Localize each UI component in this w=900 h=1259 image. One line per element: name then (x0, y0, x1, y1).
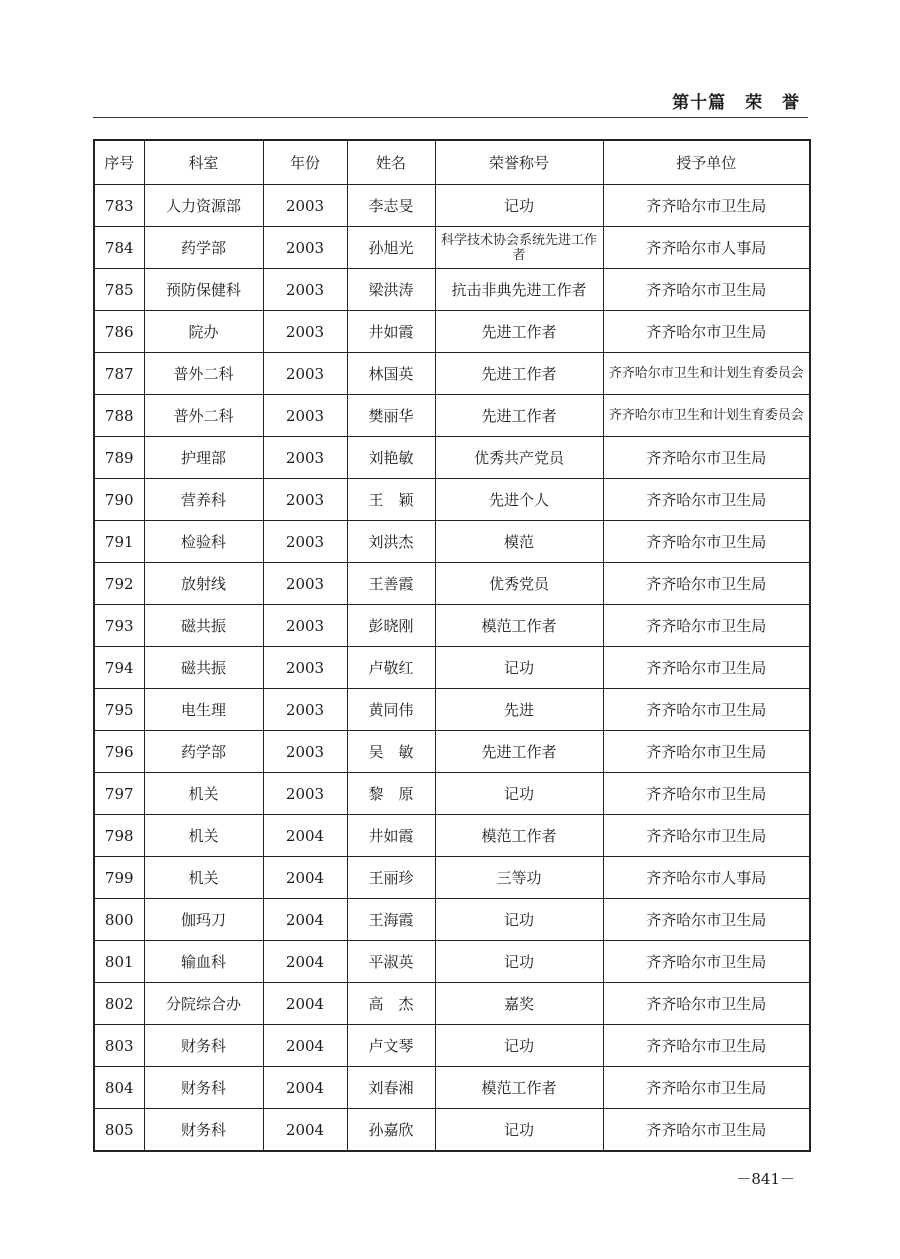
cell-awarding-unit: 齐齐哈尔市卫生局 (603, 941, 810, 983)
cell-honor: 模范 (435, 521, 603, 563)
section-title: 第十篇 荣 誉 (672, 93, 800, 113)
cell-department: 机关 (144, 815, 263, 857)
cell-awarding-unit: 齐齐哈尔市人事局 (603, 227, 810, 269)
column-header-name: 姓名 (347, 140, 435, 185)
cell-seq: 799 (94, 857, 144, 899)
cell-seq: 788 (94, 395, 144, 437)
cell-seq: 786 (94, 311, 144, 353)
cell-seq: 783 (94, 185, 144, 227)
cell-department: 放射线 (144, 563, 263, 605)
table-row (94, 353, 810, 395)
cell-department: 磁共振 (144, 647, 263, 689)
cell-awarding-unit: 齐齐哈尔市卫生局 (603, 1067, 810, 1109)
cell-honor: 记功 (435, 185, 603, 227)
cell-awarding-unit: 齐齐哈尔市卫生局 (603, 311, 810, 353)
cell-name: 平淑英 (347, 941, 435, 983)
cell-honor: 抗击非典先进工作者 (435, 269, 603, 311)
cell-year: 2004 (263, 1109, 347, 1152)
cell-seq: 792 (94, 563, 144, 605)
cell-year: 2003 (263, 269, 347, 311)
cell-honor: 三等功 (435, 857, 603, 899)
cell-seq: 798 (94, 815, 144, 857)
cell-department: 财务科 (144, 1067, 263, 1109)
table-row (94, 689, 810, 731)
cell-year: 2003 (263, 731, 347, 773)
cell-seq: 802 (94, 983, 144, 1025)
cell-department: 财务科 (144, 1109, 263, 1152)
cell-honor: 科学技术协会系统先进工作者 (435, 227, 603, 269)
cell-honor: 先进个人 (435, 479, 603, 521)
cell-year: 2004 (263, 1067, 347, 1109)
page-number: －841－ (736, 1170, 795, 1188)
cell-name: 李志旻 (347, 185, 435, 227)
cell-department: 输血科 (144, 941, 263, 983)
cell-department: 检验科 (144, 521, 263, 563)
table-body (94, 185, 810, 1152)
cell-honor: 先进 (435, 689, 603, 731)
table-row (94, 815, 810, 857)
table-row (94, 563, 810, 605)
table-row (94, 857, 810, 899)
cell-year: 2004 (263, 1025, 347, 1067)
cell-seq: 793 (94, 605, 144, 647)
cell-seq: 800 (94, 899, 144, 941)
column-header-seq: 序号 (94, 140, 144, 185)
cell-awarding-unit: 齐齐哈尔市卫生和计划生育委员会 (603, 395, 810, 437)
cell-name: 王丽珍 (347, 857, 435, 899)
cell-name: 黎 原 (347, 773, 435, 815)
cell-awarding-unit: 齐齐哈尔市卫生局 (603, 815, 810, 857)
cell-seq: 796 (94, 731, 144, 773)
cell-seq: 804 (94, 1067, 144, 1109)
cell-seq: 803 (94, 1025, 144, 1067)
cell-name: 林国英 (347, 353, 435, 395)
cell-seq: 784 (94, 227, 144, 269)
cell-department: 电生理 (144, 689, 263, 731)
table-row (94, 269, 810, 311)
cell-name: 王 颖 (347, 479, 435, 521)
cell-year: 2003 (263, 647, 347, 689)
cell-name: 王海霞 (347, 899, 435, 941)
cell-department: 药学部 (144, 227, 263, 269)
cell-honor: 先进工作者 (435, 395, 603, 437)
cell-department: 营养科 (144, 479, 263, 521)
cell-name: 刘艳敏 (347, 437, 435, 479)
table-row (94, 941, 810, 983)
table-row (94, 227, 810, 269)
cell-department: 药学部 (144, 731, 263, 773)
cell-honor: 记功 (435, 1109, 603, 1152)
table-row (94, 983, 810, 1025)
cell-year: 2003 (263, 311, 347, 353)
cell-honor: 先进工作者 (435, 311, 603, 353)
cell-seq: 805 (94, 1109, 144, 1152)
cell-department: 财务科 (144, 1025, 263, 1067)
cell-honor: 模范工作者 (435, 815, 603, 857)
table-row (94, 311, 810, 353)
cell-name: 卢敬红 (347, 647, 435, 689)
cell-awarding-unit: 齐齐哈尔市卫生局 (603, 563, 810, 605)
cell-department: 护理部 (144, 437, 263, 479)
cell-seq: 785 (94, 269, 144, 311)
table-row (94, 1025, 810, 1067)
table-row (94, 899, 810, 941)
column-header-awarding-unit: 授予单位 (603, 140, 810, 185)
cell-name: 井如霞 (347, 311, 435, 353)
cell-name: 王善霞 (347, 563, 435, 605)
cell-honor: 记功 (435, 647, 603, 689)
cell-year: 2004 (263, 941, 347, 983)
table-row (94, 773, 810, 815)
cell-year: 2003 (263, 773, 347, 815)
cell-awarding-unit: 齐齐哈尔市卫生局 (603, 689, 810, 731)
table-row (94, 395, 810, 437)
cell-year: 2003 (263, 395, 347, 437)
cell-department: 院办 (144, 311, 263, 353)
table-row (94, 647, 810, 689)
cell-name: 梁洪涛 (347, 269, 435, 311)
header-divider (93, 117, 808, 118)
column-header-year: 年份 (263, 140, 347, 185)
cell-seq: 791 (94, 521, 144, 563)
cell-honor: 记功 (435, 899, 603, 941)
table-row (94, 521, 810, 563)
cell-awarding-unit: 齐齐哈尔市卫生和计划生育委员会 (603, 353, 810, 395)
cell-department: 普外二科 (144, 353, 263, 395)
cell-year: 2003 (263, 689, 347, 731)
cell-year: 2003 (263, 437, 347, 479)
cell-department: 人力资源部 (144, 185, 263, 227)
cell-year: 2003 (263, 479, 347, 521)
cell-awarding-unit: 齐齐哈尔市卫生局 (603, 521, 810, 563)
cell-year: 2004 (263, 857, 347, 899)
cell-year: 2004 (263, 983, 347, 1025)
cell-year: 2004 (263, 899, 347, 941)
cell-name: 卢文琴 (347, 1025, 435, 1067)
cell-awarding-unit: 齐齐哈尔市卫生局 (603, 647, 810, 689)
cell-name: 孙旭光 (347, 227, 435, 269)
cell-year: 2003 (263, 185, 347, 227)
cell-name: 孙嘉欣 (347, 1109, 435, 1152)
cell-honor: 优秀党员 (435, 563, 603, 605)
cell-seq: 797 (94, 773, 144, 815)
cell-awarding-unit: 齐齐哈尔市卫生局 (603, 1109, 810, 1152)
cell-awarding-unit: 齐齐哈尔市卫生局 (603, 437, 810, 479)
cell-awarding-unit: 齐齐哈尔市卫生局 (603, 983, 810, 1025)
cell-department: 磁共振 (144, 605, 263, 647)
cell-honor: 先进工作者 (435, 353, 603, 395)
column-header-department: 科室 (144, 140, 263, 185)
cell-department: 预防保健科 (144, 269, 263, 311)
cell-seq: 801 (94, 941, 144, 983)
cell-honor: 记功 (435, 941, 603, 983)
table-header (94, 140, 810, 185)
cell-department: 分院综合办 (144, 983, 263, 1025)
table-row (94, 731, 810, 773)
cell-year: 2004 (263, 815, 347, 857)
cell-department: 机关 (144, 857, 263, 899)
cell-awarding-unit: 齐齐哈尔市卫生局 (603, 1025, 810, 1067)
cell-awarding-unit: 齐齐哈尔市人事局 (603, 857, 810, 899)
cell-name: 樊丽华 (347, 395, 435, 437)
column-header-honor: 荣誉称号 (435, 140, 603, 185)
table-row (94, 437, 810, 479)
table-row (94, 1067, 810, 1109)
cell-name: 井如霞 (347, 815, 435, 857)
cell-awarding-unit: 齐齐哈尔市卫生局 (603, 605, 810, 647)
cell-honor: 记功 (435, 773, 603, 815)
table-row (94, 185, 810, 227)
cell-department: 普外二科 (144, 395, 263, 437)
table-header-row (94, 140, 810, 185)
cell-awarding-unit: 齐齐哈尔市卫生局 (603, 731, 810, 773)
table-row (94, 479, 810, 521)
cell-department: 伽玛刀 (144, 899, 263, 941)
cell-awarding-unit: 齐齐哈尔市卫生局 (603, 185, 810, 227)
cell-year: 2003 (263, 605, 347, 647)
cell-name: 刘春湘 (347, 1067, 435, 1109)
table-row (94, 605, 810, 647)
cell-awarding-unit: 齐齐哈尔市卫生局 (603, 899, 810, 941)
cell-name: 刘洪杰 (347, 521, 435, 563)
cell-honor: 记功 (435, 1025, 603, 1067)
cell-seq: 790 (94, 479, 144, 521)
cell-name: 黄同伟 (347, 689, 435, 731)
cell-seq: 795 (94, 689, 144, 731)
cell-name: 高 杰 (347, 983, 435, 1025)
cell-year: 2003 (263, 563, 347, 605)
cell-honor: 先进工作者 (435, 731, 603, 773)
cell-awarding-unit: 齐齐哈尔市卫生局 (603, 479, 810, 521)
cell-seq: 794 (94, 647, 144, 689)
cell-year: 2003 (263, 227, 347, 269)
cell-name: 彭晓刚 (347, 605, 435, 647)
cell-awarding-unit: 齐齐哈尔市卫生局 (603, 269, 810, 311)
cell-honor: 优秀共产党员 (435, 437, 603, 479)
table-row (94, 1109, 810, 1152)
cell-seq: 789 (94, 437, 144, 479)
cell-honor: 模范工作者 (435, 1067, 603, 1109)
cell-name: 吴 敏 (347, 731, 435, 773)
cell-honor: 模范工作者 (435, 605, 603, 647)
cell-honor: 嘉奖 (435, 983, 603, 1025)
cell-awarding-unit: 齐齐哈尔市卫生局 (603, 773, 810, 815)
cell-department: 机关 (144, 773, 263, 815)
honors-table (93, 139, 811, 1152)
cell-year: 2003 (263, 521, 347, 563)
cell-seq: 787 (94, 353, 144, 395)
cell-year: 2003 (263, 353, 347, 395)
